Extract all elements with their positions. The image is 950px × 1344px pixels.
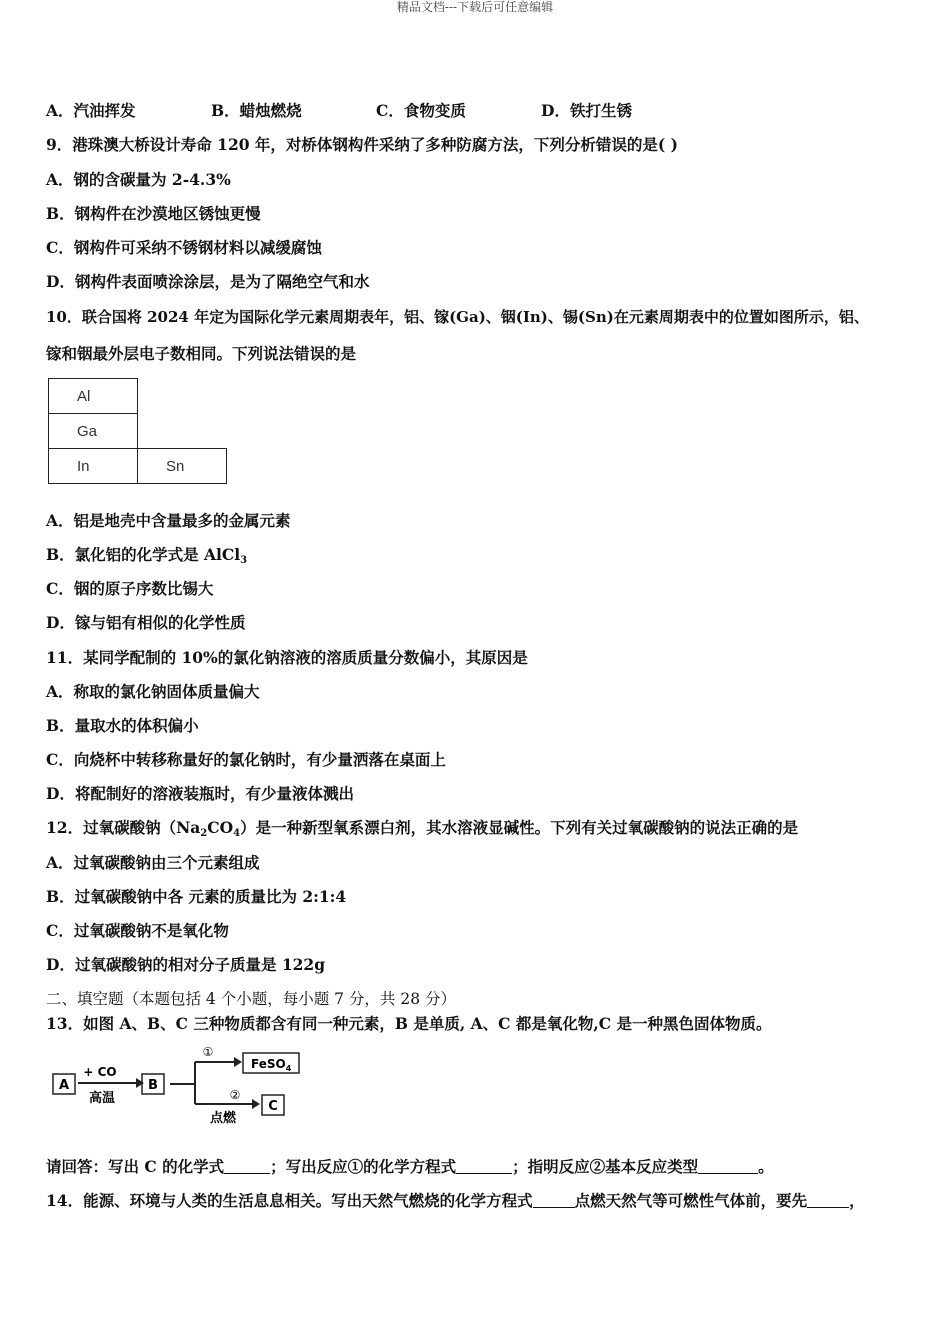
q13-question: 请回答：写出 C 的化学式 ；写出反应①的化学方程式 ；指明反应②基本反应类型 。	[46, 1157, 774, 1176]
q11-option-a: A．称取的氯化钠固体质量偏大	[46, 682, 260, 701]
diagram-label-c: C	[268, 1099, 278, 1114]
q14-blank-2[interactable]	[807, 1192, 849, 1208]
q9-stem: 9．港珠澳大桥设计寿命 120 年，对桥体钢构件采纳了多种防腐方法，下列分析错误的是( )	[46, 135, 678, 154]
diagram-label-a: A	[58, 1078, 70, 1093]
q12-option-d: D．过氧碳酸钠的相对分子质量是 122g	[46, 955, 326, 974]
diagram-label-feso4: FeSO$_4$	[251, 1057, 292, 1073]
q8-option-c: C．食物变质	[376, 101, 466, 120]
page-header: 精品文档---下载后可任意编辑	[396, 0, 554, 14]
q11-stem: 11．某同学配制的 10%的氯化钠溶液的溶质质量分数偏小，其原因是	[46, 648, 528, 667]
q12-option-b: B．过氧碳酸钠中各 元素的质量比为 2:1:4	[46, 887, 347, 906]
diagram-condition-ignite: 点燃	[209, 1111, 237, 1126]
q10-option-c: C．铟的原子序数比锡大	[46, 579, 214, 598]
q9-option-c: C．钢构件可采纳不锈钢材料以减缓腐蚀	[46, 238, 322, 257]
arrow-head-feso4	[234, 1057, 242, 1067]
q9-option-b: B．钢构件在沙漠地区锈蚀更慢	[46, 204, 261, 223]
cell-sn: Sn	[138, 449, 227, 484]
q12-stem: 12．过氧碳酸钠$(Na_2CO_4)$是一种新型氧系漂白剂，其水溶液显碱性。下列有关过氧碳酸钠的说法正确的是	[46, 818, 799, 839]
cell-al: Al	[49, 379, 138, 414]
diagram-label-b: B	[148, 1078, 158, 1093]
periodic-table-fragment	[48, 378, 227, 484]
q9-option-a: A．钢的含碳量为 2-4.3%	[46, 170, 231, 189]
q13-blank-2[interactable]	[456, 1158, 512, 1174]
q8-option-a: A．汽油挥发	[46, 101, 136, 120]
arrow-head-c	[252, 1099, 260, 1109]
q14-stem: 14．能源、环境与人类的生活息息相关。写出天然气燃烧的化学方程式 点燃天然气等可燃性气体前，要先 ，	[46, 1191, 865, 1210]
reaction-mark-2: ②	[229, 1088, 241, 1102]
q13-blank-1[interactable]	[224, 1158, 270, 1174]
arrow-head-a-to-b	[136, 1078, 144, 1088]
q10-option-a: A．铝是地壳中含量最多的金属元素	[46, 511, 291, 530]
cell-ga: Ga	[49, 414, 138, 449]
q13-blank-3[interactable]	[698, 1158, 758, 1174]
q11-option-b: B．量取水的体积偏小	[46, 716, 199, 735]
section-2-heading: 二、填空题（本题包括 4 个小题，每小题 7 分，共 28 分）	[46, 990, 457, 1008]
cell-in: In	[49, 449, 138, 484]
reaction-diagram	[48, 1042, 308, 1130]
q10-stem-line2: 镓和铟最外层电子数相同。下列说法错误的是	[46, 344, 357, 363]
q13-stem: 13．如图 A、B、C 三种物质都含有同一种元素，B 是单质, A、C 都是氧化物,C 是一种黑色固体物质。	[46, 1014, 772, 1033]
diagram-plus-co: + CO	[83, 1065, 117, 1079]
q9-option-d: D．钢构件表面喷涂涂层，是为了隔绝空气和水	[46, 272, 370, 291]
q10-option-b: B．氯化铝的化学式是 AlCl$_3$	[46, 545, 248, 566]
q11-option-d: D．将配制好的溶液装瓶时，有少量液体溅出	[46, 784, 354, 803]
q14-blank-1[interactable]	[533, 1192, 575, 1208]
q10-option-d: D．镓与铝有相似的化学性质	[46, 613, 246, 632]
q8-options	[46, 101, 706, 121]
q12-option-c: C．过氧碳酸钠不是氧化物	[46, 921, 229, 940]
q10-stem-line1: 10．联合国将 2024 年定为国际化学元素周期表年，铝、镓(Ga)、铟(In)、锡(Sn)在元素周期表中的位置如图所示，铝、	[46, 308, 869, 326]
q12-option-a: A．过氧碳酸钠由三个元素组成	[46, 853, 260, 872]
reaction-mark-1: ①	[202, 1045, 214, 1059]
q11-option-c: C．向烧杯中转移称量好的氯化钠时，有少量洒落在桌面上	[46, 750, 446, 769]
q8-option-d: D．铁打生锈	[541, 101, 632, 120]
q8-option-b: B．蜡烛燃烧	[211, 101, 302, 120]
diagram-condition-high-temp: 高温	[88, 1091, 116, 1106]
